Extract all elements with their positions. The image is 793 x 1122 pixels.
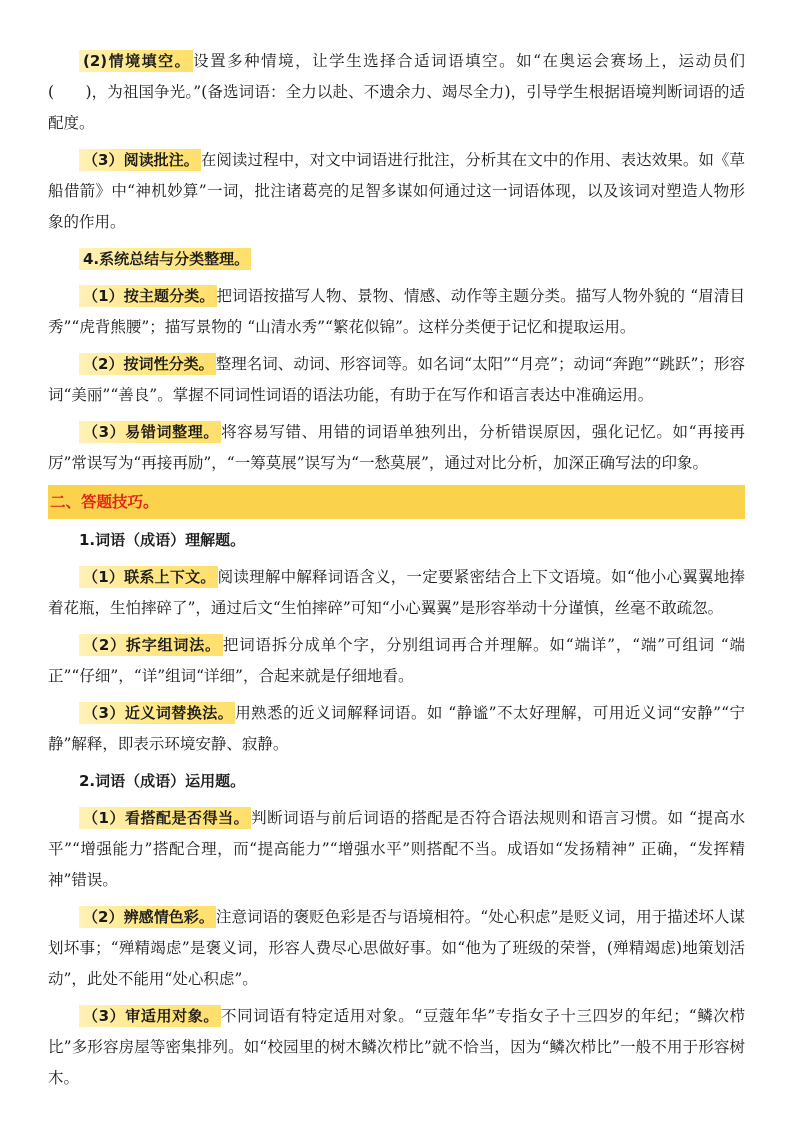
text-applicable-object: 不同词语有特定适用对象。“豆蔻年华”专指女子十三四岁的年纪；“鳞次栉比”多形容房屋等密集排列。如“校园里的树木鳞次栉比”就不恰当，因为“鳞次栉比”一般不用于形容树木。: [48, 1007, 745, 1087]
label-reading-annotation: （3）阅读批注。: [79, 149, 201, 171]
label-by-word-class: （2）按词性分类。: [79, 353, 216, 375]
text-synonym: 用熟悉的近义词解释词语。如 “静谧”不太好理解，可用近义词“安静”“宁静”解释，即表示环境安静、寂静。: [48, 704, 745, 753]
text-reading-annotation: 在阅读过程中，对文中词语进行批注，分析其在文中的作用、表达效果。如《草船借箭》中“神机妙算”一词，批注诸葛亮的足智多谋如何通过这一词语体现，以及该词对塑造人物形象的作用。: [48, 151, 745, 231]
paragraph-error-prone: [48, 417, 745, 479]
heading-usage-text: 2.词语（成语）运用题。: [79, 772, 246, 790]
heading-understanding-text: 1.词语（成语）理解题。: [79, 531, 246, 549]
paragraph-by-theme: [48, 281, 745, 343]
label-synonym: （3）近义词替换法。: [79, 702, 235, 724]
label-emotional-color: （2）辨感情色彩。: [79, 906, 216, 928]
text-context: 阅读理解中解释词语含义，一定要紧密结合上下文语境。如“他小心翼翼地捧着花瓶，生怕摔碎了”，通过后文“生怕摔碎”可知“小心翼翼”是形容举动十分谨慎，丝毫不敢疏忽。: [48, 568, 745, 617]
paragraph-applicable-object: [48, 1001, 745, 1094]
section-heading-text: 二、答题技巧。: [50, 493, 159, 511]
text-error-prone: 将容易写错、用错的词语单独列出，分析错误原因，强化记忆。如“再接再厉”常误写为“再接再励”，“一筹莫展”误写为“一愁莫展”，通过对比分析，加深正确写法的印象。: [48, 423, 745, 472]
section-heading-bar: [48, 485, 745, 519]
text-split-characters: 把词语拆分成单个字，分别组词再合并理解。如“端详”，“端”可组词 “端正”“仔细”，“详”组词“详细”，合起来就是仔细地看。: [48, 636, 745, 685]
label-applicable-object: （3）审适用对象。: [79, 1005, 221, 1027]
paragraph-by-word-class: [48, 349, 745, 411]
heading-4: [48, 244, 745, 275]
paragraph-emotional-color: [48, 902, 745, 995]
label-by-theme: （1）按主题分类。: [79, 285, 217, 307]
paragraph-reading-annotation: [48, 145, 745, 238]
heading-4-text: 4.系统总结与分类整理。: [79, 248, 251, 270]
label-collocation: （1）看搭配是否得当。: [79, 807, 251, 829]
document-body: [48, 46, 745, 1100]
paragraph-collocation: [48, 803, 745, 896]
label-situational-fill: (2)情境填空。: [79, 50, 193, 72]
heading-understanding: [48, 525, 745, 556]
paragraph-synonym: [48, 698, 745, 760]
text-collocation: 判断词语与前后词语的搭配是否符合语法规则和语言习惯。如 “提高水平”“增强能力”搭配合理，而“提高能力”“增强水平”则搭配不当。成语如“发扬精神” 正确，“发挥精神”错误。: [48, 809, 745, 889]
paragraph-context: [48, 562, 745, 624]
label-error-prone: （3）易错词整理。: [79, 421, 221, 443]
text-emotional-color: 注意词语的褒贬色彩是否与语境相符。“处心积虑”是贬义词，用于描述坏人谋划坏事；“殚精竭虑”是褒义词，形容人费尽心思做好事。如“他为了班级的荣誉，(殚精竭虑)地策划活动”，此处不能用“处心积虑”。: [48, 908, 745, 988]
paragraph-situational-fill: [48, 46, 745, 139]
paragraph-split-characters: [48, 630, 745, 692]
text-by-theme: 把词语按描写人物、景物、情感、动作等主题分类。描写人物外貌的 “眉清目秀”“虎背熊腰”；描写景物的 “山清水秀”“繁花似锦”。这样分类便于记忆和提取运用。: [48, 287, 745, 336]
heading-usage: [48, 766, 745, 797]
text-by-word-class: 整理名词、动词、形容词等。如名词“太阳”“月亮”；动词“奔跑”“跳跃”；形容词“美丽”“善良”。掌握不同词性词语的语法功能，有助于在写作和语言表达中准确运用。: [48, 355, 745, 404]
text-situational-fill: 设置多种情境，让学生选择合适词语填空。如“在奥运会赛场上，运动员们( )，为祖国争光。”(备选词语：全力以赴、不遗余力、竭尽全力)，引导学生根据语境判断词语的适配度。: [48, 52, 745, 132]
label-split-characters: （2）拆字组词法。: [79, 634, 223, 656]
label-context: （1）联系上下文。: [79, 566, 218, 588]
